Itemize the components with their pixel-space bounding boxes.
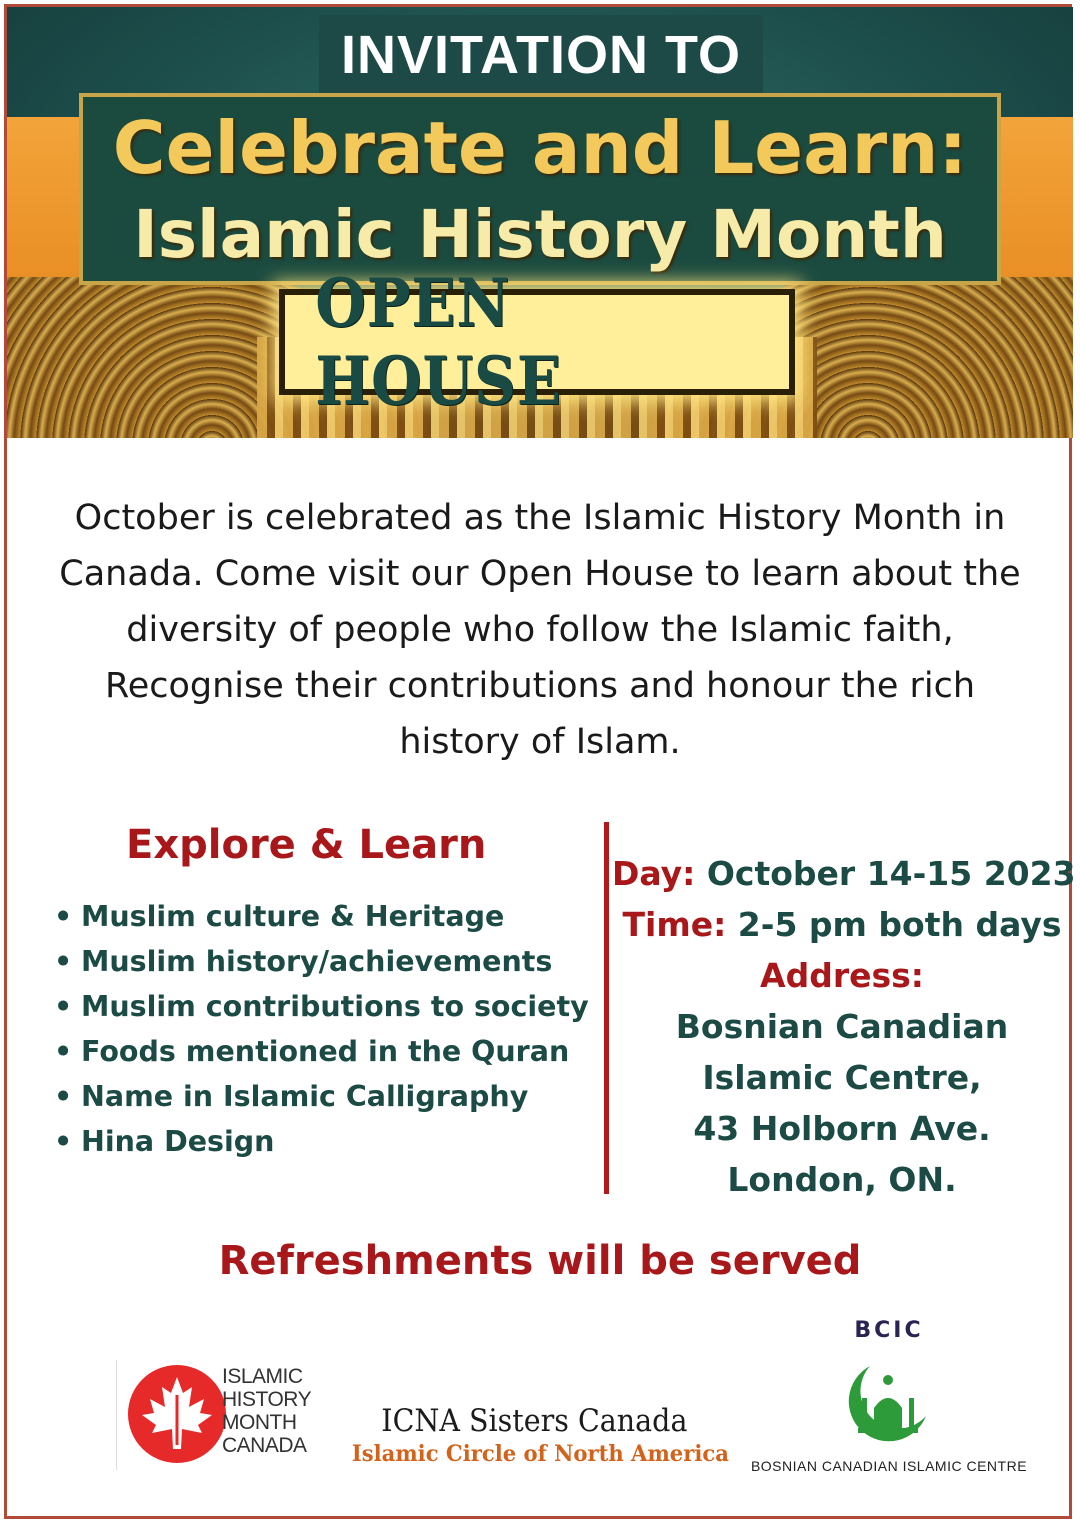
event-title-line2: Islamic History Month: [133, 196, 947, 273]
bullet-icon: •: [54, 945, 73, 978]
refreshments-note: Refreshments will be served: [218, 1238, 862, 1284]
event-title-line1: Celebrate and Learn:: [112, 106, 968, 190]
list-item: • Name in Islamic Calligraphy: [54, 1074, 599, 1119]
column-divider: [604, 822, 609, 1194]
invitation-label-box: [319, 15, 763, 95]
list-item: • Muslim history/achievements: [54, 939, 599, 984]
islamic-history-month-logo: [116, 1360, 326, 1470]
time-value: 2-5 pm both days: [737, 905, 1062, 944]
bcic-logo: [748, 1318, 1030, 1478]
invitation-label: INVITATION TO: [341, 25, 741, 85]
explore-list: [54, 894, 599, 1164]
address-line: Islamic Centre,: [702, 1058, 982, 1097]
day-label: Day:: [612, 854, 696, 893]
icna-logo-line2: Islamic Circle of North America: [351, 1441, 729, 1467]
bullet-icon: •: [54, 990, 73, 1023]
explore-title: Explore & Learn: [126, 822, 487, 868]
icna-logo-line1: ICNA Sisters Canada: [380, 1403, 688, 1439]
address-label: Address:: [760, 956, 924, 995]
list-item: • Muslim contributions to society: [54, 984, 599, 1029]
address-line: London, ON.: [727, 1160, 957, 1199]
logo-divider-line: [116, 1360, 117, 1470]
list-item: • Hina Design: [54, 1119, 599, 1164]
icna-sisters-logo: [344, 1402, 729, 1468]
address-line: Bosnian Canadian: [675, 1007, 1009, 1046]
bullet-icon: •: [54, 1035, 73, 1068]
intro-paragraph: October is celebrated as the Islamic History Month in Canada. Come visit our Open House to learn about the diversity of people who follow the Islamic faith, Recognise their contributions and honour the rich history of Islam.: [59, 498, 1021, 762]
event-details: [612, 848, 1076, 1205]
bcic-abbr: BCIC: [854, 1318, 924, 1343]
address-row: [612, 950, 1072, 1001]
list-item: • Muslim culture & Heritage: [54, 894, 599, 939]
ihm-logo-text: ISLAMIC HISTORY MONTH CANADA: [222, 1365, 312, 1457]
day-row: [612, 848, 1076, 899]
time-label: Time:: [622, 905, 727, 944]
header-banner: [7, 7, 1073, 438]
event-title-box: [79, 93, 1001, 285]
day-value: October 14-15 2023: [706, 854, 1076, 893]
open-house-box: [279, 264, 795, 420]
bullet-icon: •: [54, 900, 73, 933]
bcic-full-name: BOSNIAN CANADIAN ISLAMIC CENTRE: [750, 1458, 1028, 1474]
bullet-icon: •: [54, 1080, 73, 1113]
bullet-icon: •: [54, 1125, 73, 1158]
open-house-label: OPEN HOUSE: [315, 264, 562, 420]
list-item: • Foods mentioned in the Quran: [54, 1029, 599, 1074]
mosque-crescent-icon: [840, 1358, 936, 1452]
maple-leaf-icon: [128, 1365, 226, 1463]
address-line: 43 Holborn Ave.: [693, 1109, 991, 1148]
time-row: [612, 899, 1072, 950]
